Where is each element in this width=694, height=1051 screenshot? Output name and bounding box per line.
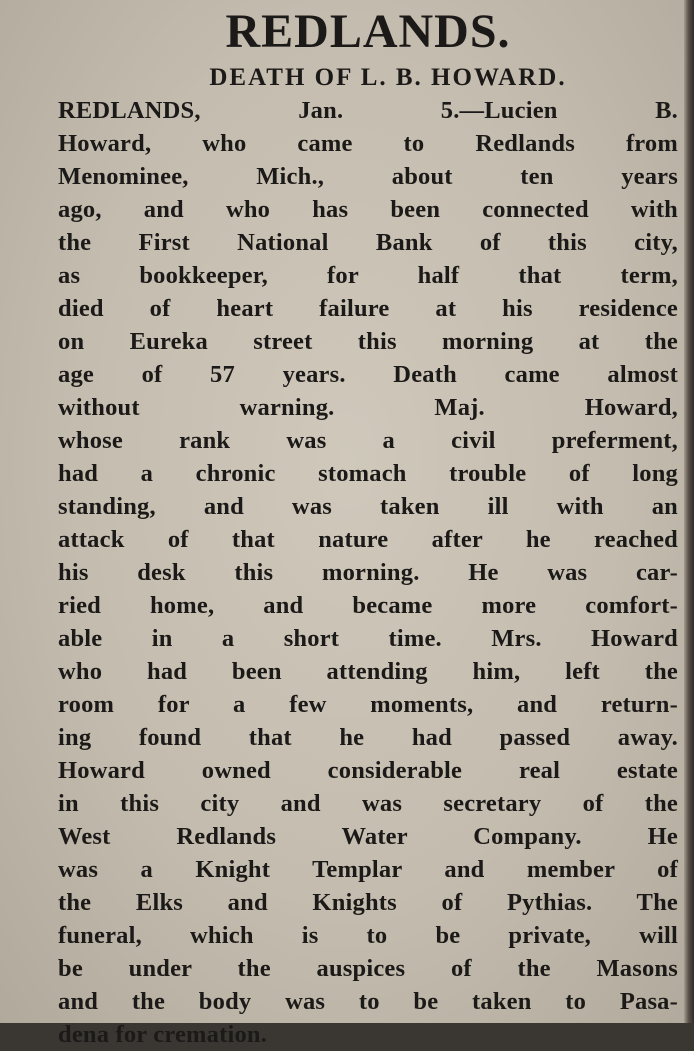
article-line: Howard, who came to Redlands from (58, 130, 678, 157)
article-line: without warning. Maj. Howard, (58, 394, 678, 421)
article-line: funeral, which is to be private, will (58, 922, 678, 949)
article-line: ing found that he had passed away. (58, 724, 678, 751)
article-line: ago, and who has been connected with (58, 196, 678, 223)
article-line: had a chronic stomach trouble of long (58, 460, 678, 487)
article-line: his desk this morning. He was car- (58, 559, 678, 586)
article-line: was a Knight Templar and member of (58, 856, 678, 883)
article-line: standing, and was taken ill with an (58, 493, 678, 520)
article-line: died of heart failure at his residence (58, 295, 678, 322)
article-line: dena for cremation. (58, 1021, 268, 1048)
newspaper-clipping (58, 2, 678, 1048)
article-line: in this city and was secretary of the (58, 790, 678, 817)
article-line: REDLANDS, Jan. 5.—Lucien B. (58, 97, 678, 124)
article-line: Howard owned considerable real estate (58, 757, 678, 784)
article-line: whose rank was a civil preferment, (58, 427, 678, 454)
article-line: West Redlands Water Company. He (58, 823, 678, 850)
article-body (58, 94, 678, 1051)
article-line: as bookkeeper, for half that term, (58, 262, 678, 289)
article-line: ried home, and became more comfort- (58, 592, 678, 619)
article-line: Menominee, Mich., about ten years (58, 163, 678, 190)
subheadline: DEATH OF L. B. HOWARD. (209, 64, 567, 91)
article-line: and the body was to be taken to Pasa- (58, 988, 678, 1015)
article-line: who had been attending him, left the (58, 658, 678, 685)
article-line: age of 57 years. Death came almost (58, 361, 678, 388)
article-line: be under the auspices of the Masons (58, 955, 678, 982)
article-line: attack of that nature after he reached (58, 526, 678, 553)
article-line: room for a few moments, and return- (58, 691, 678, 718)
article-line: on Eureka street this morning at the (58, 328, 678, 355)
article-line: able in a short time. Mrs. Howard (58, 625, 678, 652)
column-rule (684, 0, 694, 1023)
article-line: the First National Bank of this city, (58, 229, 678, 256)
article-line: the Elks and Knights of Pythias. The (58, 889, 678, 916)
headline: REDLANDS. (225, 5, 511, 58)
